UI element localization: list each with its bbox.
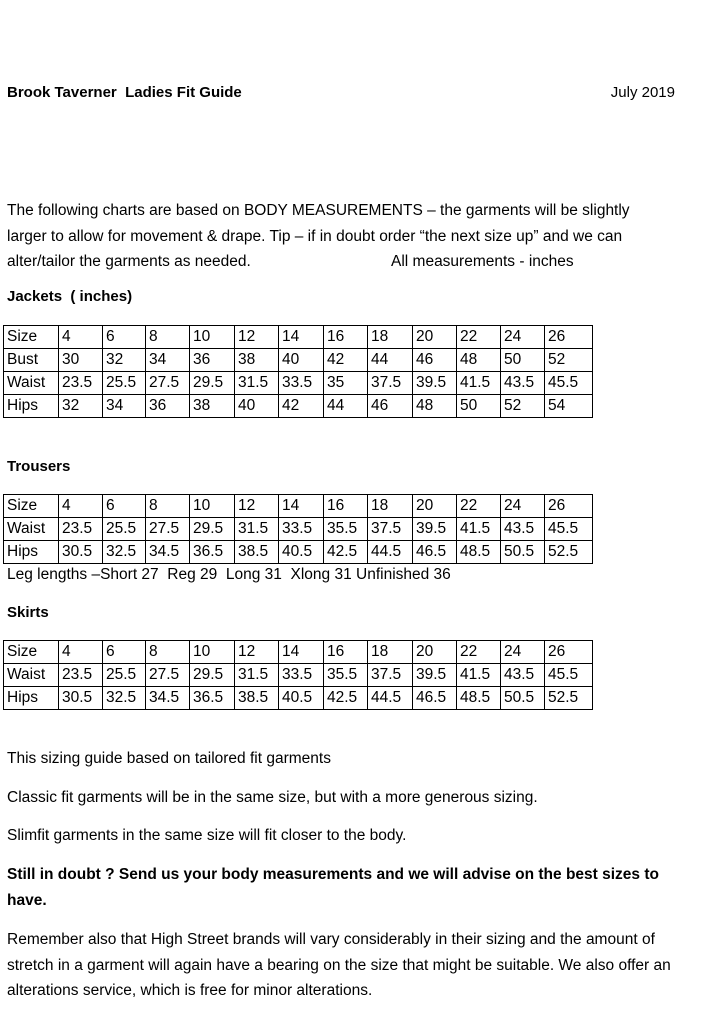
intro-line-2: larger to allow for movement & drape. Tip – if in doubt order “the next size up” and we can xyxy=(7,227,623,245)
table-cell: 4 xyxy=(59,641,103,664)
table-cell: 26 xyxy=(545,326,593,349)
table-cell: 6 xyxy=(103,495,146,518)
table-cell: 26 xyxy=(545,641,593,664)
intro-paragraph xyxy=(7,198,697,275)
table-cell: 50.5 xyxy=(501,541,545,564)
row-label-cell: Waist xyxy=(4,664,59,687)
table-cell: 30 xyxy=(59,349,103,372)
table-cell: 16 xyxy=(324,641,368,664)
all-measurements-note: All measurements - inches xyxy=(391,253,574,270)
table-cell: 46 xyxy=(413,349,457,372)
table-cell: 10 xyxy=(190,641,235,664)
slimfit-note: Slimfit garments in the same size will fit closer to the body. xyxy=(7,827,407,844)
table-cell: 45.5 xyxy=(545,664,593,687)
table-cell: 54 xyxy=(545,395,593,418)
table-row xyxy=(4,687,593,710)
table-row xyxy=(4,349,593,372)
table-cell: 42 xyxy=(279,395,324,418)
table-cell: 25.5 xyxy=(103,372,146,395)
table-cell: 24 xyxy=(501,495,545,518)
table-cell: 6 xyxy=(103,641,146,664)
leg-lengths-note: Leg lengths –Short 27 Reg 29 Long 31 Xlong 31 Unfinished 36 xyxy=(7,566,451,583)
table-cell: 12 xyxy=(235,495,279,518)
table-cell: 48 xyxy=(457,349,501,372)
table-cell: 42.5 xyxy=(324,687,368,710)
table-cell: 44 xyxy=(368,349,413,372)
table-cell: 41.5 xyxy=(457,372,501,395)
table-cell: 6 xyxy=(103,326,146,349)
table-cell: 29.5 xyxy=(190,372,235,395)
table-row xyxy=(4,641,593,664)
table-cell: 8 xyxy=(146,326,190,349)
table-cell: 43.5 xyxy=(501,518,545,541)
table-cell: 18 xyxy=(368,641,413,664)
row-label-cell: Waist xyxy=(4,518,59,541)
table-cell: 34 xyxy=(146,349,190,372)
table-cell: 33.5 xyxy=(279,372,324,395)
table-row xyxy=(4,395,593,418)
table-cell: 36.5 xyxy=(190,687,235,710)
table-cell: 4 xyxy=(59,495,103,518)
table-cell: 32 xyxy=(59,395,103,418)
jackets-size-table xyxy=(3,325,593,418)
table-cell: 52 xyxy=(501,395,545,418)
table-cell: 39.5 xyxy=(413,372,457,395)
table-cell: 23.5 xyxy=(59,372,103,395)
table-cell: 38 xyxy=(190,395,235,418)
table-cell: 35 xyxy=(324,372,368,395)
table-cell: 52.5 xyxy=(545,541,593,564)
table-row xyxy=(4,664,593,687)
table-cell: 44 xyxy=(324,395,368,418)
intro-line-3-text: alter/tailor the garments as needed. xyxy=(7,253,251,270)
table-cell: 30.5 xyxy=(59,687,103,710)
table-cell: 31.5 xyxy=(235,664,279,687)
table-cell: 14 xyxy=(279,641,324,664)
table-cell: 18 xyxy=(368,495,413,518)
document-date: July 2019 xyxy=(610,84,675,101)
table-row xyxy=(4,495,593,518)
table-cell: 34.5 xyxy=(146,687,190,710)
table-cell: 38.5 xyxy=(235,541,279,564)
table-cell: 27.5 xyxy=(146,518,190,541)
table-cell: 43.5 xyxy=(501,664,545,687)
table-cell: 50 xyxy=(501,349,545,372)
row-label-cell: Size xyxy=(4,495,59,518)
tailored-fit-note: This sizing guide based on tailored fit garments xyxy=(7,750,331,767)
table-cell: 27.5 xyxy=(146,664,190,687)
table-cell: 38.5 xyxy=(235,687,279,710)
table-cell: 40.5 xyxy=(279,687,324,710)
table-row xyxy=(4,518,593,541)
row-label-cell: Waist xyxy=(4,372,59,395)
table-cell: 52.5 xyxy=(545,687,593,710)
table-cell: 32 xyxy=(103,349,146,372)
row-label-cell: Bust xyxy=(4,349,59,372)
table-cell: 42 xyxy=(324,349,368,372)
table-cell: 10 xyxy=(190,326,235,349)
row-label-cell: Hips xyxy=(4,395,59,418)
table-cell: 31.5 xyxy=(235,518,279,541)
row-label-cell: Size xyxy=(4,326,59,349)
table-cell: 46 xyxy=(368,395,413,418)
table-cell: 48.5 xyxy=(457,687,501,710)
table-cell: 23.5 xyxy=(59,518,103,541)
table-cell: 35.5 xyxy=(324,518,368,541)
table-cell: 10 xyxy=(190,495,235,518)
table-cell: 22 xyxy=(457,495,501,518)
table-cell: 14 xyxy=(279,495,324,518)
table-cell: 41.5 xyxy=(457,664,501,687)
table-cell: 50.5 xyxy=(501,687,545,710)
table-cell: 33.5 xyxy=(279,518,324,541)
intro-line-3 xyxy=(7,249,697,275)
table-cell: 34 xyxy=(103,395,146,418)
table-cell: 43.5 xyxy=(501,372,545,395)
intro-line-1: The following charts are based on BODY MEASUREMENTS – the garments will be slightly xyxy=(7,202,630,219)
table-cell: 36 xyxy=(190,349,235,372)
table-cell: 41.5 xyxy=(457,518,501,541)
table-cell: 37.5 xyxy=(368,664,413,687)
trousers-size-table xyxy=(3,494,593,564)
table-cell: 20 xyxy=(413,326,457,349)
table-cell: 36.5 xyxy=(190,541,235,564)
table-cell: 16 xyxy=(324,326,368,349)
table-cell: 8 xyxy=(146,641,190,664)
table-cell: 45.5 xyxy=(545,372,593,395)
table-cell: 35.5 xyxy=(324,664,368,687)
table-row xyxy=(4,372,593,395)
classic-fit-note: Classic fit garments will be in the same size, but with a more generous sizing. xyxy=(7,789,538,806)
table-cell: 39.5 xyxy=(413,664,457,687)
row-label-cell: Hips xyxy=(4,541,59,564)
table-cell: 25.5 xyxy=(103,518,146,541)
row-label-cell: Size xyxy=(4,641,59,664)
table-cell: 34.5 xyxy=(146,541,190,564)
table-cell: 18 xyxy=(368,326,413,349)
table-cell: 46.5 xyxy=(413,687,457,710)
high-street-note: Remember also that High Street brands will vary considerably in their sizing and the amount of stretch in a garment will again have a bearing on the size that might be suitable. We also offer an alterations service, which is free for minor alterations. xyxy=(7,931,671,999)
skirts-title: Skirts xyxy=(7,604,49,621)
table-cell: 40.5 xyxy=(279,541,324,564)
table-cell: 14 xyxy=(279,326,324,349)
table-cell: 4 xyxy=(59,326,103,349)
table-row xyxy=(4,326,593,349)
table-cell: 26 xyxy=(545,495,593,518)
table-cell: 29.5 xyxy=(190,664,235,687)
table-cell: 24 xyxy=(501,326,545,349)
jackets-title: Jackets ( inches) xyxy=(7,288,133,305)
table-cell: 40 xyxy=(279,349,324,372)
table-cell: 31.5 xyxy=(235,372,279,395)
table-row xyxy=(4,541,593,564)
table-cell: 39.5 xyxy=(413,518,457,541)
table-cell: 16 xyxy=(324,495,368,518)
table-cell: 33.5 xyxy=(279,664,324,687)
table-cell: 37.5 xyxy=(368,518,413,541)
table-cell: 32.5 xyxy=(103,687,146,710)
table-cell: 27.5 xyxy=(146,372,190,395)
table-cell: 32.5 xyxy=(103,541,146,564)
table-cell: 8 xyxy=(146,495,190,518)
table-cell: 48 xyxy=(413,395,457,418)
table-cell: 36 xyxy=(146,395,190,418)
table-cell: 12 xyxy=(235,326,279,349)
table-cell: 50 xyxy=(457,395,501,418)
table-cell: 42.5 xyxy=(324,541,368,564)
table-cell: 40 xyxy=(235,395,279,418)
table-cell: 24 xyxy=(501,641,545,664)
table-cell: 46.5 xyxy=(413,541,457,564)
table-cell: 48.5 xyxy=(457,541,501,564)
table-cell: 44.5 xyxy=(368,687,413,710)
table-cell: 12 xyxy=(235,641,279,664)
skirts-size-table xyxy=(3,640,593,710)
table-cell: 52 xyxy=(545,349,593,372)
table-cell: 20 xyxy=(413,495,457,518)
row-label-cell: Hips xyxy=(4,687,59,710)
trousers-title: Trousers xyxy=(7,458,71,475)
table-cell: 30.5 xyxy=(59,541,103,564)
table-cell: 37.5 xyxy=(368,372,413,395)
table-cell: 44.5 xyxy=(368,541,413,564)
document-title: Brook Taverner Ladies Fit Guide xyxy=(7,84,242,101)
table-cell: 25.5 xyxy=(103,664,146,687)
table-cell: 45.5 xyxy=(545,518,593,541)
table-cell: 20 xyxy=(413,641,457,664)
table-cell: 22 xyxy=(457,641,501,664)
table-cell: 22 xyxy=(457,326,501,349)
table-cell: 29.5 xyxy=(190,518,235,541)
table-cell: 38 xyxy=(235,349,279,372)
still-in-doubt-note: Still in doubt ? Send us your body measurements and we will advise on the best sizes to have. xyxy=(7,866,659,909)
table-cell: 23.5 xyxy=(59,664,103,687)
